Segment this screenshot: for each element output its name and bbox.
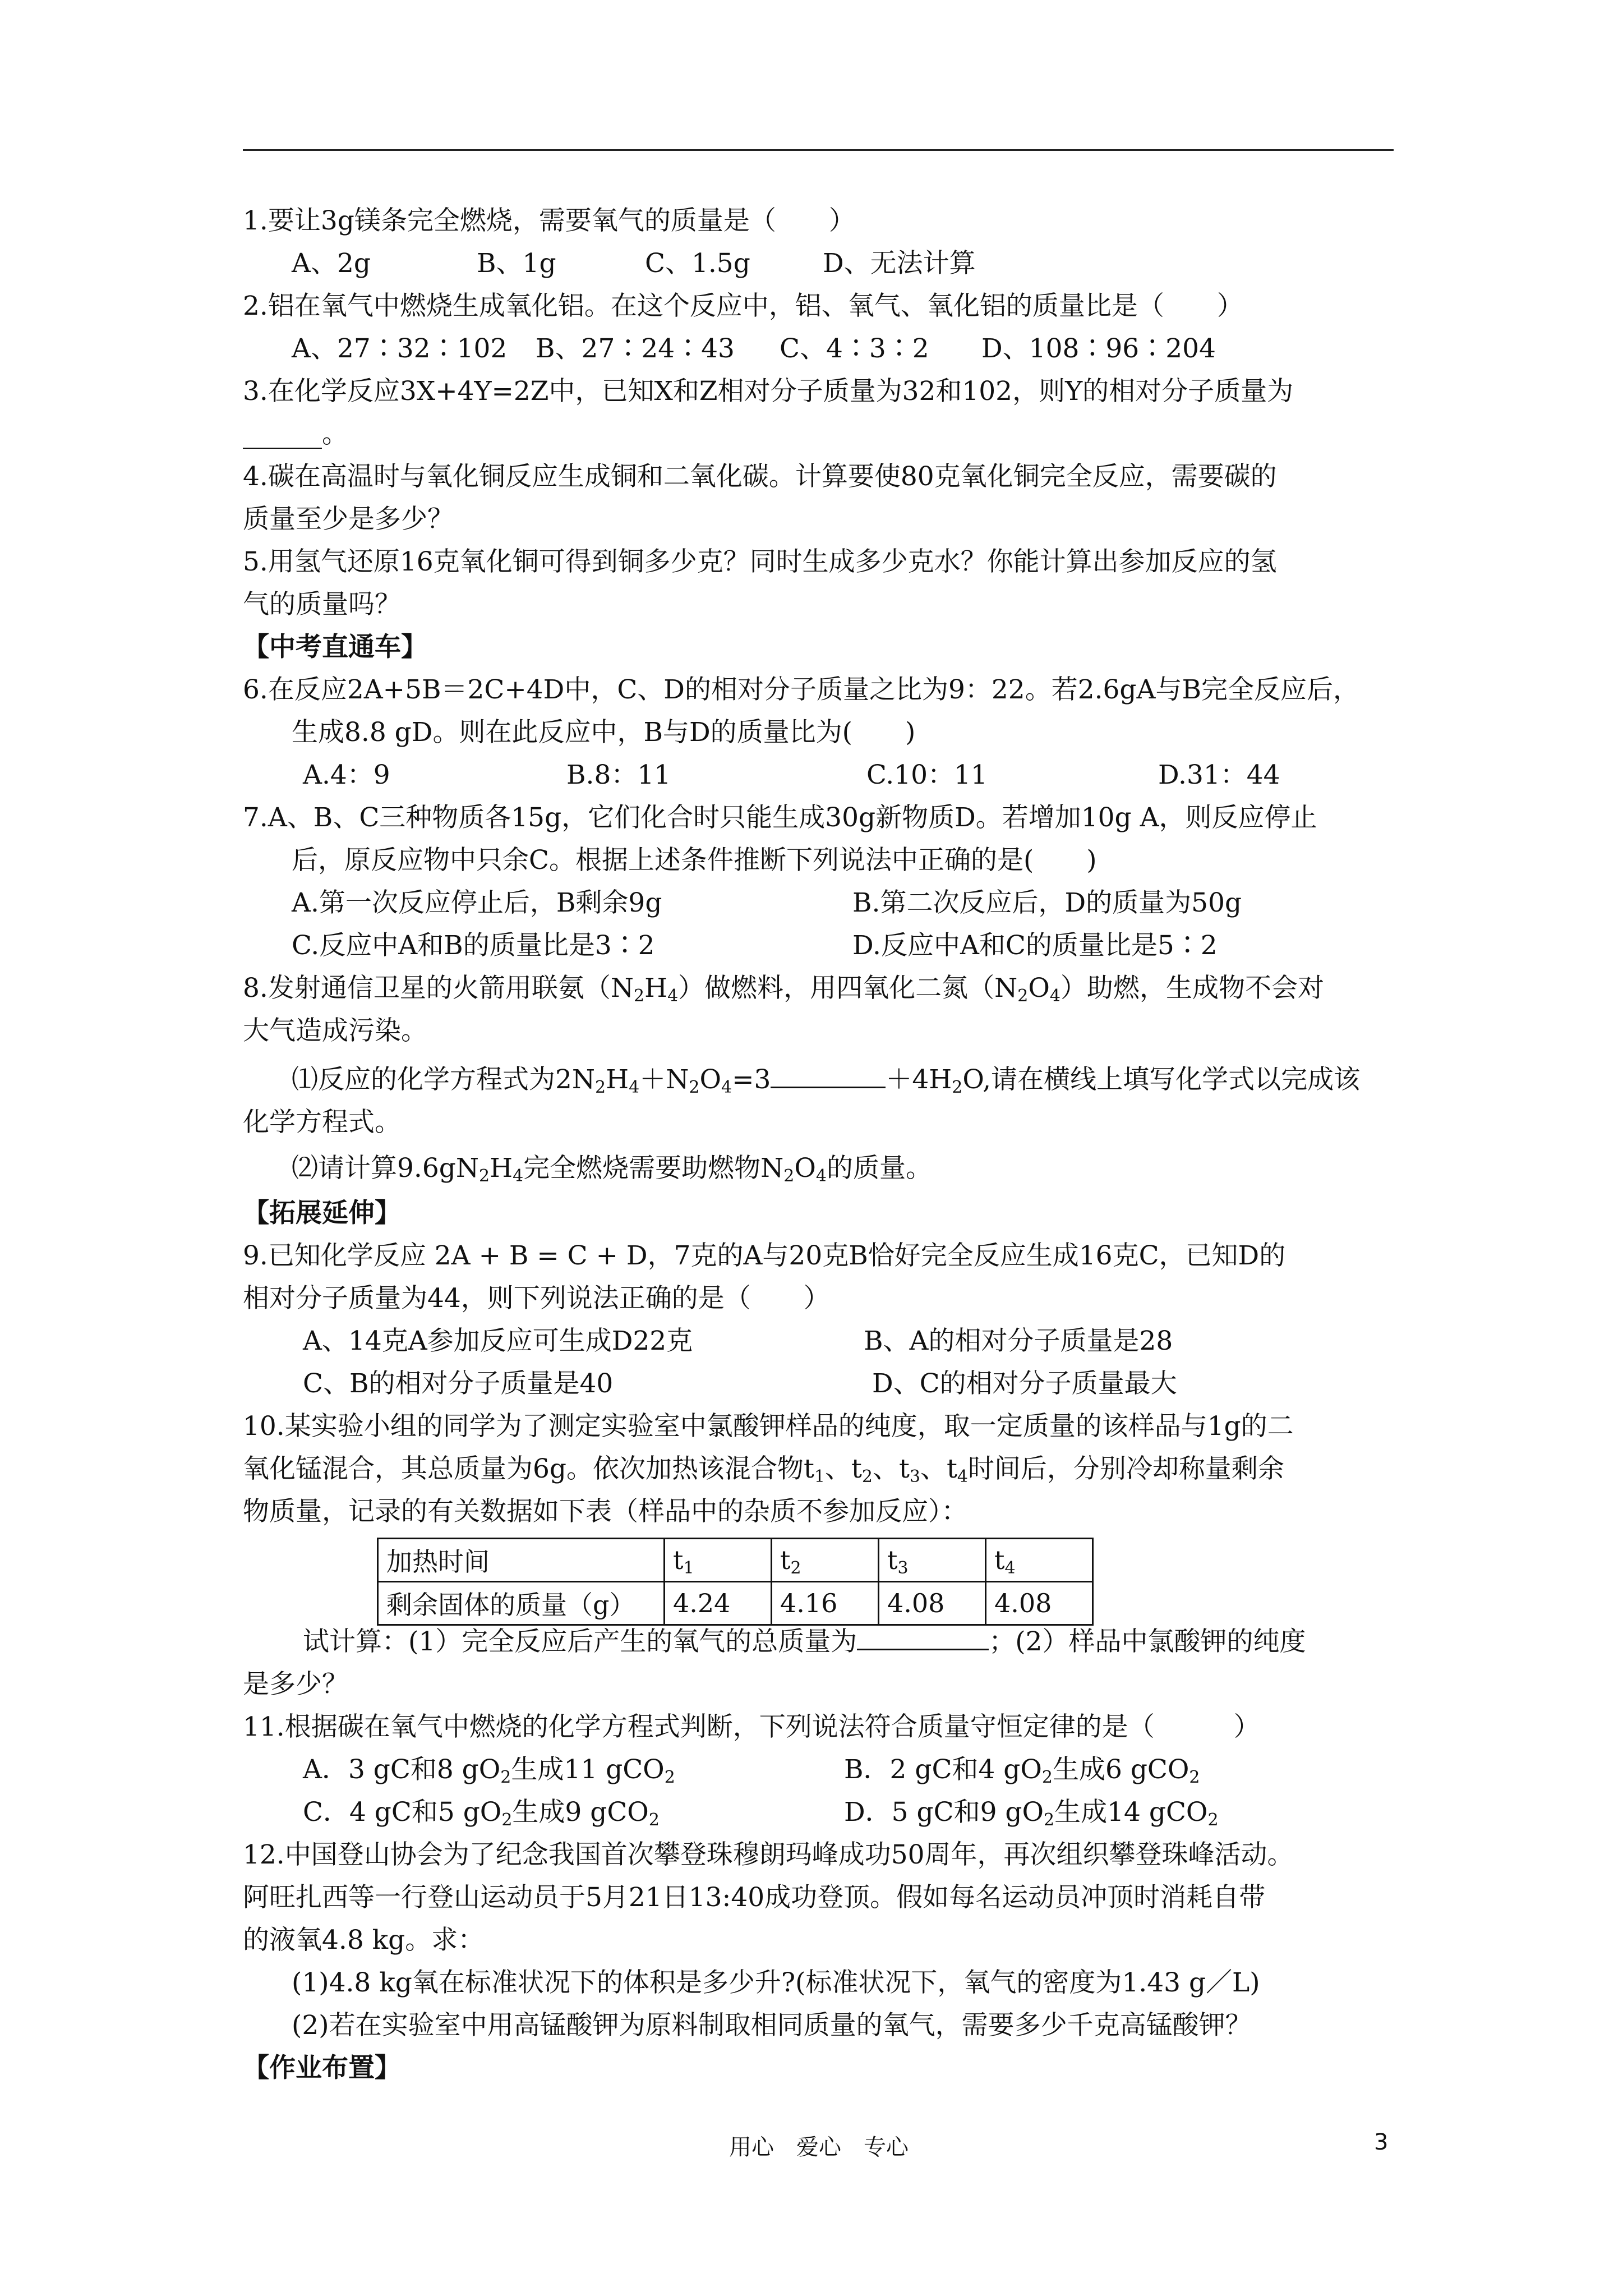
q12-line1: 12.中国登山协会为了纪念我国首次攀登珠穆朗玛峰成功50周年，再次组织攀登珠峰活动。	[243, 1839, 1294, 1870]
q4-line2: 质量至少是多少？	[243, 504, 454, 535]
q2-option-c: C、4∶3∶2	[780, 333, 929, 364]
q8-part1: ⑴反应的化学方程式为$2N_2H_4+N_2O_4=3 +4H_2O$,请在横线上填写化学式以完成该	[292, 1064, 1361, 1097]
q4-line1: 4.碳在高温时与氧化铜反应生成铜和二氧化碳。计算要使80克氧化铜完全反应，需要碳的	[243, 461, 1277, 492]
q6-option-d: D.31：44	[1158, 760, 1280, 790]
q6-option-c: C.10：11	[866, 760, 988, 790]
q8-answer-blank[interactable]	[771, 1063, 886, 1088]
q2-stem: 2.铝在氧气中燃烧生成氧化铝。在这个反应中，铝、氧气、氧化铝的质量比是（ ）	[243, 291, 1243, 321]
q12-part2: (2)若在实验室中用高锰酸钾为原料制取相同质量的氧气，需要多少千克高锰酸钾？	[292, 2010, 1252, 2041]
q8-line2: 大气造成污染。	[243, 1015, 427, 1046]
q1-option-d: D、无法计算	[823, 248, 976, 279]
footer-motto: 用心 爱心 专心	[729, 2134, 909, 2160]
q9-option-a: A、14克A参加反应可生成D22克	[303, 1326, 693, 1356]
table-cell: 4.16	[772, 1582, 879, 1625]
section-heading-homework: 【作业布置】	[243, 2053, 401, 2083]
q1-option-b: B、1g	[477, 248, 556, 279]
q6-option-a: A.4：9	[303, 760, 390, 790]
table-row	[378, 1539, 1093, 1582]
table-cell: 4.08	[986, 1582, 1093, 1625]
section-heading-zhongkao: 【中考直通车】	[243, 632, 427, 662]
q8-line1: 8.发射通信卫星的火箭用联氨$(N_2H_4)$做燃料，用四氧化二氮$(N_2O_4)$助燃，生成物不会对	[243, 973, 1325, 1006]
q10-calc-line2: 是多少？	[243, 1669, 348, 1700]
q3-line2: ______。	[243, 418, 348, 449]
q11-option-d: D．5 gC和9 $gO_2$生成14 gCO$_2$	[844, 1797, 1219, 1830]
table-cell: $t_2$	[772, 1539, 879, 1582]
q7-option-d: D.反应中A和C的质量比是5∶2	[852, 930, 1218, 961]
table-cell: $t_1$	[665, 1539, 772, 1582]
q9-option-d: D、C的相对分子质量最大	[872, 1368, 1177, 1399]
q1-stem: 1.要让3g镁条完全燃烧，需要氧气的质量是（ ）	[243, 205, 855, 236]
q5-line2: 气的质量吗？	[243, 589, 401, 620]
q9-line1: 9.已知化学反应 2A + B = C + D，7克的A与20克B恰好完全反应生成16克C，已知D的	[243, 1240, 1286, 1271]
q7-option-a: A.第一次反应停止后，B剩余9g	[292, 887, 662, 918]
q1-option-a: A、2g	[292, 248, 371, 279]
q12-line3: 的液氧4.8 kg。求：	[243, 1925, 485, 1955]
q6-line1: 6.在反应2A+5B＝2C+4D中，C、D的相对分子质量之比为9：22。若2.6gA与B完全反应后，	[243, 674, 1360, 705]
table-cell: 4.08	[879, 1582, 986, 1625]
q10-calc: 试计算：(1）完全反应后产生的氧气的总质量为 ；(2）样品中氯酸钾的纯度	[303, 1626, 1306, 1657]
header-rule	[243, 149, 1394, 151]
q2-option-a: A、27∶32∶102	[292, 333, 508, 364]
q11-option-a: A．3 gC和8 $gO_2$生成11 gCO$_2$	[303, 1754, 675, 1787]
q9-option-c: C、B的相对分子质量是40	[303, 1368, 614, 1399]
q12-part1: (1)4.8 kg氧在标准状况下的体积是多少升?(标准状况下，氧气的密度为1.43 g／L)	[292, 1967, 1260, 1998]
section-heading-extension: 【拓展延伸】	[243, 1198, 401, 1228]
table-cell: 加热时间	[378, 1539, 665, 1582]
q9-line2: 相对分子质量为44，则下列说法正确的是（ ）	[243, 1283, 830, 1314]
q8-part2: ⑵请计算$9.6gN_2H_4$完全燃烧需要助燃物$N_2O_4$的质量。	[292, 1153, 933, 1186]
q1-option-c: C、1.5g	[645, 248, 750, 279]
q7-option-b: B.第二次反应后，D的质量为50g	[852, 887, 1242, 918]
q11-stem: 11.根据碳在氧气中燃烧的化学方程式判断，下列说法符合质量守恒定律的是（ ）	[243, 1711, 1260, 1742]
q6-option-b: B.8：11	[566, 760, 671, 790]
q6-line2: 生成8.8 gD。则在此反应中，B与D的质量比为( )	[292, 717, 916, 748]
q10-line3: 物质量，记录的有关数据如下表（样品中的杂质不参加反应）：	[243, 1496, 968, 1527]
q11-option-b: B．2 gC和4 $gO_2$生成6 gCO$_2$	[844, 1754, 1200, 1787]
q10-line2: 氧化锰混合，其总质量为6g。依次加热该混合物$t_1$、$t_2$、$t_3$、$t_4$时间后，分别冷却称量剩余	[243, 1453, 1284, 1487]
q9-option-b: B、A的相对分子质量是28	[864, 1326, 1173, 1356]
q8-part1-line2: 化学方程式。	[243, 1107, 401, 1138]
q12-line2: 阿旺扎西等一行登山运动员于5月21日13:40成功登顶。假如每名运动员冲顶时消耗自带	[243, 1882, 1266, 1913]
q7-line1: 7.A、B、C三种物质各15g，它们化合时只能生成30g新物质D。若增加10g A，则反应停止	[243, 802, 1317, 833]
table-cell: $t_4$	[986, 1539, 1093, 1582]
q2-option-d: D、108∶96∶204	[981, 333, 1216, 364]
page-number: 3	[1374, 2129, 1389, 2155]
data-table	[377, 1538, 1094, 1626]
table-row	[378, 1582, 1093, 1625]
q10-answer-blank[interactable]	[857, 1625, 989, 1650]
table-cell: $t_3$	[879, 1539, 986, 1582]
q10-line1: 10.某实验小组的同学为了测定实验室中氯酸钾样品的纯度，取一定质量的该样品与1g的二	[243, 1411, 1294, 1442]
table-cell: 剩余固体的质量（g）	[378, 1582, 665, 1625]
q7-option-c: C.反应中A和B的质量比是3∶2	[292, 930, 655, 961]
table-cell: 4.24	[665, 1582, 772, 1625]
q3-line1: 3.在化学反应3X+4Y=2Z中，已知X和Z相对分子质量为32和102，则Y的相对分子质量为	[243, 376, 1294, 407]
q11-option-c: C．4 gC和5 $gO_2$生成9 gCO$_2$	[303, 1797, 660, 1830]
q7-line2: 后，原反应物中只余C。根据上述条件推断下列说法中正确的是( )	[292, 845, 1097, 876]
q5-line1: 5.用氢气还原16克氧化铜可得到铜多少克？同时生成多少克水？你能计算出参加反应的氢	[243, 546, 1277, 577]
q2-option-b: B、27∶24∶43	[536, 333, 735, 364]
